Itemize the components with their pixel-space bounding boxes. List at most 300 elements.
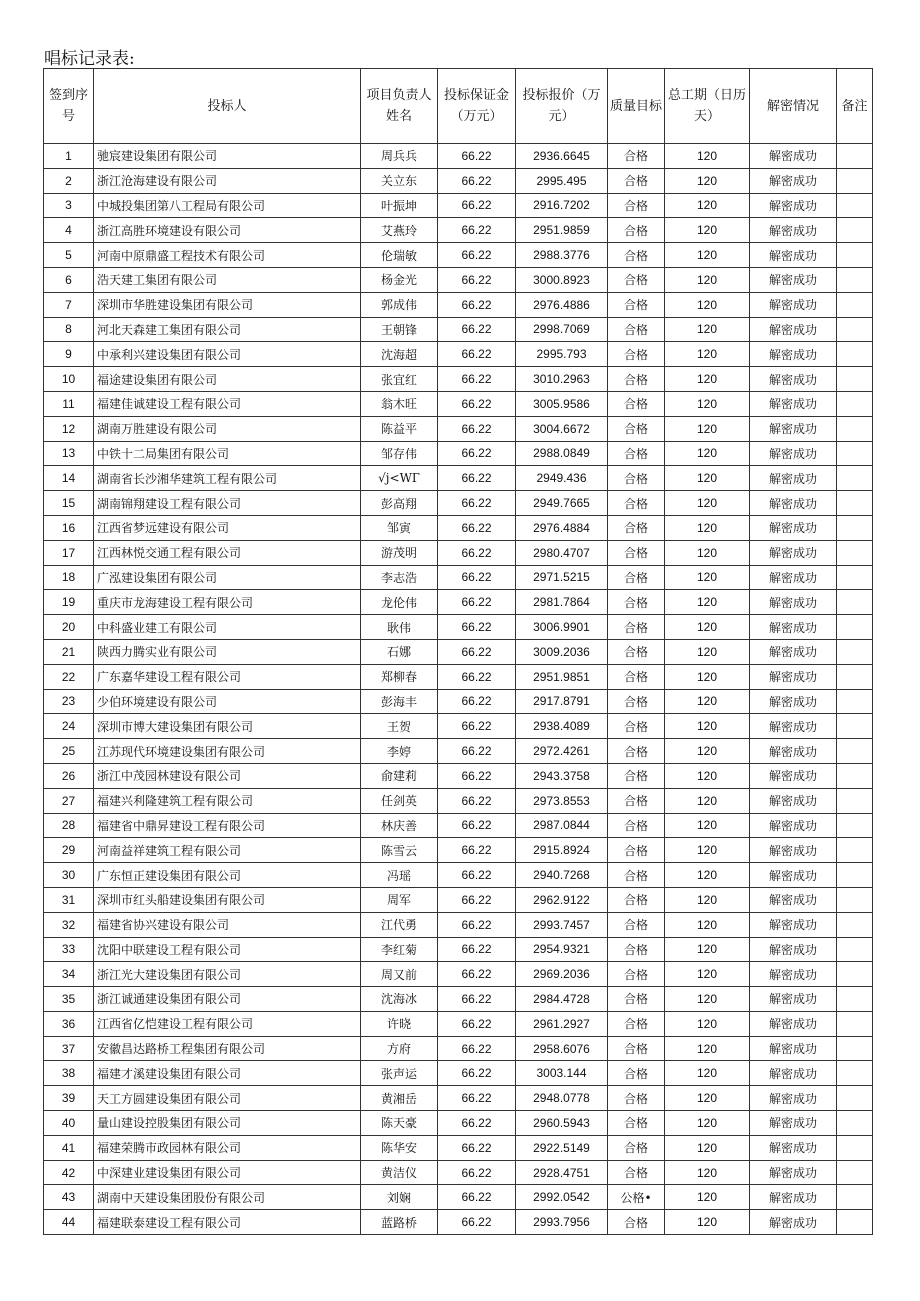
project-leader: 陈雪云 [361, 838, 438, 863]
bid-deposit: 66.22 [438, 168, 516, 193]
bid-deposit: 66.22 [438, 565, 516, 590]
quality-target: 合格 [608, 441, 665, 466]
project-leader: 石娜 [361, 639, 438, 664]
quality-target: 合格 [608, 292, 665, 317]
total-period: 120 [665, 887, 750, 912]
total-period: 120 [665, 788, 750, 813]
decrypt-status: 解密成功 [750, 565, 837, 590]
bid-price: 2995.495 [516, 168, 608, 193]
remark [837, 317, 873, 342]
total-period: 120 [665, 218, 750, 243]
row-number: 19 [44, 590, 94, 615]
remark [837, 887, 873, 912]
quality-target: 合格 [608, 1111, 665, 1136]
decrypt-status: 解密成功 [750, 887, 837, 912]
table-row [44, 267, 873, 292]
bid-deposit: 66.22 [438, 1036, 516, 1061]
table-row [44, 937, 873, 962]
total-period: 120 [665, 987, 750, 1012]
remark [837, 937, 873, 962]
table-row [44, 193, 873, 218]
table-row [44, 615, 873, 640]
decrypt-status: 解密成功 [750, 912, 837, 937]
remark [837, 243, 873, 268]
bidder-name: 量山建设控股集团有限公司 [94, 1111, 361, 1136]
row-number: 40 [44, 1111, 94, 1136]
project-leader: 张声运 [361, 1061, 438, 1086]
quality-target: 合格 [608, 1036, 665, 1061]
decrypt-status: 解密成功 [750, 1185, 837, 1210]
decrypt-status: 解密成功 [750, 416, 837, 441]
bid-deposit: 66.22 [438, 491, 516, 516]
decrypt-status: 解密成功 [750, 1086, 837, 1111]
quality-target: 合格 [608, 1210, 665, 1235]
total-period: 120 [665, 763, 750, 788]
decrypt-status: 解密成功 [750, 466, 837, 491]
remark [837, 863, 873, 888]
decrypt-status: 解密成功 [750, 937, 837, 962]
quality-target: 合格 [608, 813, 665, 838]
bid-deposit: 66.22 [438, 987, 516, 1012]
quality-target: 合格 [608, 615, 665, 640]
decrypt-status: 解密成功 [750, 1061, 837, 1086]
remark [837, 1111, 873, 1136]
bid-deposit: 66.22 [438, 367, 516, 392]
project-leader: 伦瑞敏 [361, 243, 438, 268]
row-number: 5 [44, 243, 94, 268]
bid-deposit: 66.22 [438, 590, 516, 615]
bid-price: 3003.144 [516, 1061, 608, 1086]
quality-target: 合格 [608, 1160, 665, 1185]
table-row [44, 391, 873, 416]
remark [837, 1185, 873, 1210]
table-row [44, 292, 873, 317]
remark [837, 540, 873, 565]
bid-deposit: 66.22 [438, 1160, 516, 1185]
remark [837, 565, 873, 590]
quality-target: 合格 [608, 367, 665, 392]
row-number: 13 [44, 441, 94, 466]
total-period: 120 [665, 441, 750, 466]
project-leader: 方府 [361, 1036, 438, 1061]
project-leader: 游茂明 [361, 540, 438, 565]
total-period: 120 [665, 863, 750, 888]
bidder-name: 深圳市华胜建设集团有限公司 [94, 292, 361, 317]
decrypt-status: 解密成功 [750, 590, 837, 615]
bid-price: 2938.4089 [516, 714, 608, 739]
bid-price: 3006.9901 [516, 615, 608, 640]
decrypt-status: 解密成功 [750, 267, 837, 292]
project-leader: 周又前 [361, 962, 438, 987]
remark [837, 838, 873, 863]
quality-target: 合格 [608, 590, 665, 615]
total-period: 120 [665, 292, 750, 317]
project-leader: 郭成伟 [361, 292, 438, 317]
total-period: 120 [665, 540, 750, 565]
remark [837, 615, 873, 640]
project-leader: 许晓 [361, 1011, 438, 1036]
remark [837, 367, 873, 392]
remark [837, 342, 873, 367]
bid-price: 3009.2036 [516, 639, 608, 664]
bid-deposit: 66.22 [438, 664, 516, 689]
total-period: 120 [665, 367, 750, 392]
quality-target: 合格 [608, 317, 665, 342]
bid-deposit: 66.22 [438, 193, 516, 218]
decrypt-status: 解密成功 [750, 788, 837, 813]
bid-price: 2993.7457 [516, 912, 608, 937]
total-period: 120 [665, 466, 750, 491]
total-period: 120 [665, 1210, 750, 1235]
bidder-name: 浙江沧海建设有限公司 [94, 168, 361, 193]
quality-target: 合格 [608, 912, 665, 937]
bid-price: 2998.7069 [516, 317, 608, 342]
quality-target: 合格 [608, 168, 665, 193]
quality-target: 合格 [608, 987, 665, 1012]
table-row [44, 243, 873, 268]
bid-price: 2943.3758 [516, 763, 608, 788]
decrypt-status: 解密成功 [750, 838, 837, 863]
row-number: 37 [44, 1036, 94, 1061]
remark [837, 416, 873, 441]
decrypt-status: 解密成功 [750, 714, 837, 739]
project-leader: 邹存伟 [361, 441, 438, 466]
remark [837, 1086, 873, 1111]
bid-deposit: 66.22 [438, 416, 516, 441]
bid-price: 2992.0542 [516, 1185, 608, 1210]
total-period: 120 [665, 838, 750, 863]
bidder-name: 湖南省长沙湘华建筑工程有限公司 [94, 466, 361, 491]
bid-deposit: 66.22 [438, 887, 516, 912]
row-number: 9 [44, 342, 94, 367]
decrypt-status: 解密成功 [750, 1135, 837, 1160]
table-row [44, 144, 873, 169]
bidder-name: 浙江高胜环境建设有限公司 [94, 218, 361, 243]
row-number: 27 [44, 788, 94, 813]
project-leader: 艾燕玲 [361, 218, 438, 243]
bid-price: 2984.4728 [516, 987, 608, 1012]
table-row [44, 887, 873, 912]
quality-target: 合格 [608, 491, 665, 516]
bid-deposit: 66.22 [438, 912, 516, 937]
row-number: 17 [44, 540, 94, 565]
header-no: 签到序号 [44, 69, 94, 144]
bid-price: 2936.6645 [516, 144, 608, 169]
remark [837, 267, 873, 292]
total-period: 120 [665, 491, 750, 516]
project-leader: 龙伦伟 [361, 590, 438, 615]
project-leader: 杨金光 [361, 267, 438, 292]
quality-target: 合格 [608, 416, 665, 441]
decrypt-status: 解密成功 [750, 1111, 837, 1136]
bid-deposit: 66.22 [438, 937, 516, 962]
bid-deposit: 66.22 [438, 1111, 516, 1136]
quality-target: 合格 [608, 838, 665, 863]
row-number: 30 [44, 863, 94, 888]
page-title: 唱标记录表: [44, 49, 135, 69]
table-row [44, 168, 873, 193]
remark [837, 1061, 873, 1086]
quality-target: 合格 [608, 540, 665, 565]
bid-deposit: 66.22 [438, 292, 516, 317]
total-period: 120 [665, 937, 750, 962]
bid-deposit: 66.22 [438, 1011, 516, 1036]
project-leader: 耿伟 [361, 615, 438, 640]
table-row [44, 1011, 873, 1036]
table-row [44, 863, 873, 888]
row-number: 15 [44, 491, 94, 516]
bid-price: 3010.2963 [516, 367, 608, 392]
row-number: 32 [44, 912, 94, 937]
quality-target: 合格 [608, 1011, 665, 1036]
row-number: 33 [44, 937, 94, 962]
remark [837, 144, 873, 169]
row-number: 25 [44, 739, 94, 764]
table-body [44, 144, 873, 1235]
total-period: 120 [665, 813, 750, 838]
header-bidder: 投标人 [94, 69, 361, 144]
header-deposit: 投标保证金（万元） [438, 69, 516, 144]
row-number: 29 [44, 838, 94, 863]
bid-price: 2948.0778 [516, 1086, 608, 1111]
table-row [44, 218, 873, 243]
quality-target: 合格 [608, 962, 665, 987]
bid-deposit: 66.22 [438, 838, 516, 863]
table-row [44, 838, 873, 863]
bidder-name: 河南中原鼎盛工程技术有限公司 [94, 243, 361, 268]
decrypt-status: 解密成功 [750, 739, 837, 764]
row-number: 7 [44, 292, 94, 317]
decrypt-status: 解密成功 [750, 763, 837, 788]
decrypt-status: 解密成功 [750, 1210, 837, 1235]
quality-target: 合格 [608, 193, 665, 218]
total-period: 120 [665, 193, 750, 218]
table-row [44, 962, 873, 987]
remark [837, 292, 873, 317]
bid-price: 2988.3776 [516, 243, 608, 268]
project-leader: 陈华安 [361, 1135, 438, 1160]
quality-target: 合格 [608, 466, 665, 491]
bid-deposit: 66.22 [438, 317, 516, 342]
bidder-name: 中科盛业建工有限公司 [94, 615, 361, 640]
header-leader: 项目负责人姓名 [361, 69, 438, 144]
table-row [44, 1086, 873, 1111]
row-number: 24 [44, 714, 94, 739]
table-row [44, 416, 873, 441]
total-period: 120 [665, 1111, 750, 1136]
remark [837, 491, 873, 516]
project-leader: 任剑英 [361, 788, 438, 813]
total-period: 120 [665, 1011, 750, 1036]
project-leader: 王贺 [361, 714, 438, 739]
bidder-name: 浙江诚通建设集团有限公司 [94, 987, 361, 1012]
bidder-name: 重庆市龙海建设工程有限公司 [94, 590, 361, 615]
header-decrypt: 解密情况 [750, 69, 837, 144]
bidder-name: 湖南中天建设集团股份有限公司 [94, 1185, 361, 1210]
bid-price: 2961.2927 [516, 1011, 608, 1036]
project-leader: 沈海超 [361, 342, 438, 367]
total-period: 120 [665, 590, 750, 615]
decrypt-status: 解密成功 [750, 615, 837, 640]
decrypt-status: 解密成功 [750, 193, 837, 218]
table-row [44, 987, 873, 1012]
remark [837, 1036, 873, 1061]
total-period: 120 [665, 912, 750, 937]
project-leader: 翁木旺 [361, 391, 438, 416]
project-leader: 陈天豪 [361, 1111, 438, 1136]
bid-price: 2962.9122 [516, 887, 608, 912]
decrypt-status: 解密成功 [750, 292, 837, 317]
decrypt-status: 解密成功 [750, 639, 837, 664]
bid-price: 2954.9321 [516, 937, 608, 962]
decrypt-status: 解密成功 [750, 689, 837, 714]
row-number: 6 [44, 267, 94, 292]
project-leader: 彭海丰 [361, 689, 438, 714]
row-number: 35 [44, 987, 94, 1012]
bid-price: 2960.5943 [516, 1111, 608, 1136]
row-number: 26 [44, 763, 94, 788]
bid-price: 2922.5149 [516, 1135, 608, 1160]
bid-price: 2916.7202 [516, 193, 608, 218]
table-row [44, 515, 873, 540]
remark [837, 763, 873, 788]
table-row [44, 714, 873, 739]
total-period: 120 [665, 267, 750, 292]
bidder-name: 河北天森建工集团有限公司 [94, 317, 361, 342]
total-period: 120 [665, 1135, 750, 1160]
row-number: 18 [44, 565, 94, 590]
bid-deposit: 66.22 [438, 243, 516, 268]
decrypt-status: 解密成功 [750, 987, 837, 1012]
project-leader: 黄洁仪 [361, 1160, 438, 1185]
quality-target: 合格 [608, 739, 665, 764]
table-row [44, 565, 873, 590]
bid-price: 2971.5215 [516, 565, 608, 590]
bid-deposit: 66.22 [438, 962, 516, 987]
quality-target: 合格 [608, 144, 665, 169]
bid-price: 3000.8923 [516, 267, 608, 292]
quality-target: 合格 [608, 887, 665, 912]
bidder-name: 福建兴利隆建筑工程有限公司 [94, 788, 361, 813]
bid-deposit: 66.22 [438, 863, 516, 888]
bid-price: 2928.4751 [516, 1160, 608, 1185]
row-number: 43 [44, 1185, 94, 1210]
remark [837, 788, 873, 813]
decrypt-status: 解密成功 [750, 1011, 837, 1036]
quality-target: 合格 [608, 1135, 665, 1160]
remark [837, 912, 873, 937]
bidder-name: 沈阳中联建设工程有限公司 [94, 937, 361, 962]
project-leader: 江代勇 [361, 912, 438, 937]
bid-price: 2917.8791 [516, 689, 608, 714]
table-header-row [44, 69, 873, 144]
total-period: 120 [665, 1086, 750, 1111]
bidder-name: 中深建业建设集团有限公司 [94, 1160, 361, 1185]
remark [837, 987, 873, 1012]
project-leader: 周兵兵 [361, 144, 438, 169]
bid-deposit: 66.22 [438, 391, 516, 416]
row-number: 39 [44, 1086, 94, 1111]
project-leader: 冯瑶 [361, 863, 438, 888]
table-row [44, 664, 873, 689]
bid-price: 3005.9586 [516, 391, 608, 416]
table-row [44, 912, 873, 937]
project-leader: 叶振坤 [361, 193, 438, 218]
bid-deposit: 66.22 [438, 466, 516, 491]
table-row [44, 639, 873, 664]
row-number: 12 [44, 416, 94, 441]
project-leader: 李志浩 [361, 565, 438, 590]
bid-deposit: 66.22 [438, 540, 516, 565]
bid-price: 2949.7665 [516, 491, 608, 516]
quality-target: 合格 [608, 391, 665, 416]
bidder-name: 江西省梦远建设有限公司 [94, 515, 361, 540]
decrypt-status: 解密成功 [750, 515, 837, 540]
bidder-name: 福途建设集团有限公司 [94, 367, 361, 392]
project-leader: 郑柳春 [361, 664, 438, 689]
bid-deposit: 66.22 [438, 144, 516, 169]
remark [837, 739, 873, 764]
bid-price: 2972.4261 [516, 739, 608, 764]
header-price: 投标报价（万元） [516, 69, 608, 144]
quality-target: 合格 [608, 639, 665, 664]
row-number: 11 [44, 391, 94, 416]
bid-deposit: 66.22 [438, 615, 516, 640]
bid-deposit: 66.22 [438, 1061, 516, 1086]
decrypt-status: 解密成功 [750, 367, 837, 392]
bid-deposit: 66.22 [438, 1086, 516, 1111]
row-number: 20 [44, 615, 94, 640]
remark [837, 466, 873, 491]
bidder-name: 安徽昌达路桥工程集团有限公司 [94, 1036, 361, 1061]
total-period: 120 [665, 664, 750, 689]
decrypt-status: 解密成功 [750, 168, 837, 193]
quality-target: 合格 [608, 515, 665, 540]
bidder-name: 江苏现代环境建设集团有限公司 [94, 739, 361, 764]
row-number: 3 [44, 193, 94, 218]
project-leader: 林庆善 [361, 813, 438, 838]
bid-price: 2988.0849 [516, 441, 608, 466]
decrypt-status: 解密成功 [750, 491, 837, 516]
row-number: 23 [44, 689, 94, 714]
project-leader: 李红菊 [361, 937, 438, 962]
quality-target: 合格 [608, 788, 665, 813]
project-leader: 黄湘岳 [361, 1086, 438, 1111]
bid-deposit: 66.22 [438, 788, 516, 813]
quality-target: 合格 [608, 267, 665, 292]
bid-deposit: 66.22 [438, 267, 516, 292]
decrypt-status: 解密成功 [750, 813, 837, 838]
remark [837, 515, 873, 540]
remark [837, 1135, 873, 1160]
bidder-name: 广东恒正建设集团有限公司 [94, 863, 361, 888]
table-row [44, 813, 873, 838]
remark [837, 1160, 873, 1185]
total-period: 120 [665, 144, 750, 169]
table-row [44, 689, 873, 714]
bidder-name: 河南益祥建筑工程有限公司 [94, 838, 361, 863]
quality-target: 公格• [608, 1185, 665, 1210]
bidder-name: 江西林悦交通工程有限公司 [94, 540, 361, 565]
quality-target: 合格 [608, 763, 665, 788]
total-period: 120 [665, 565, 750, 590]
bidder-name: 天工方圆建设集团有限公司 [94, 1086, 361, 1111]
bidder-name: 湖南万胜建设有限公司 [94, 416, 361, 441]
bid-deposit: 66.22 [438, 1210, 516, 1235]
bidder-name: 福建联泰建设工程有限公司 [94, 1210, 361, 1235]
project-leader: 邹寅 [361, 515, 438, 540]
total-period: 120 [665, 243, 750, 268]
